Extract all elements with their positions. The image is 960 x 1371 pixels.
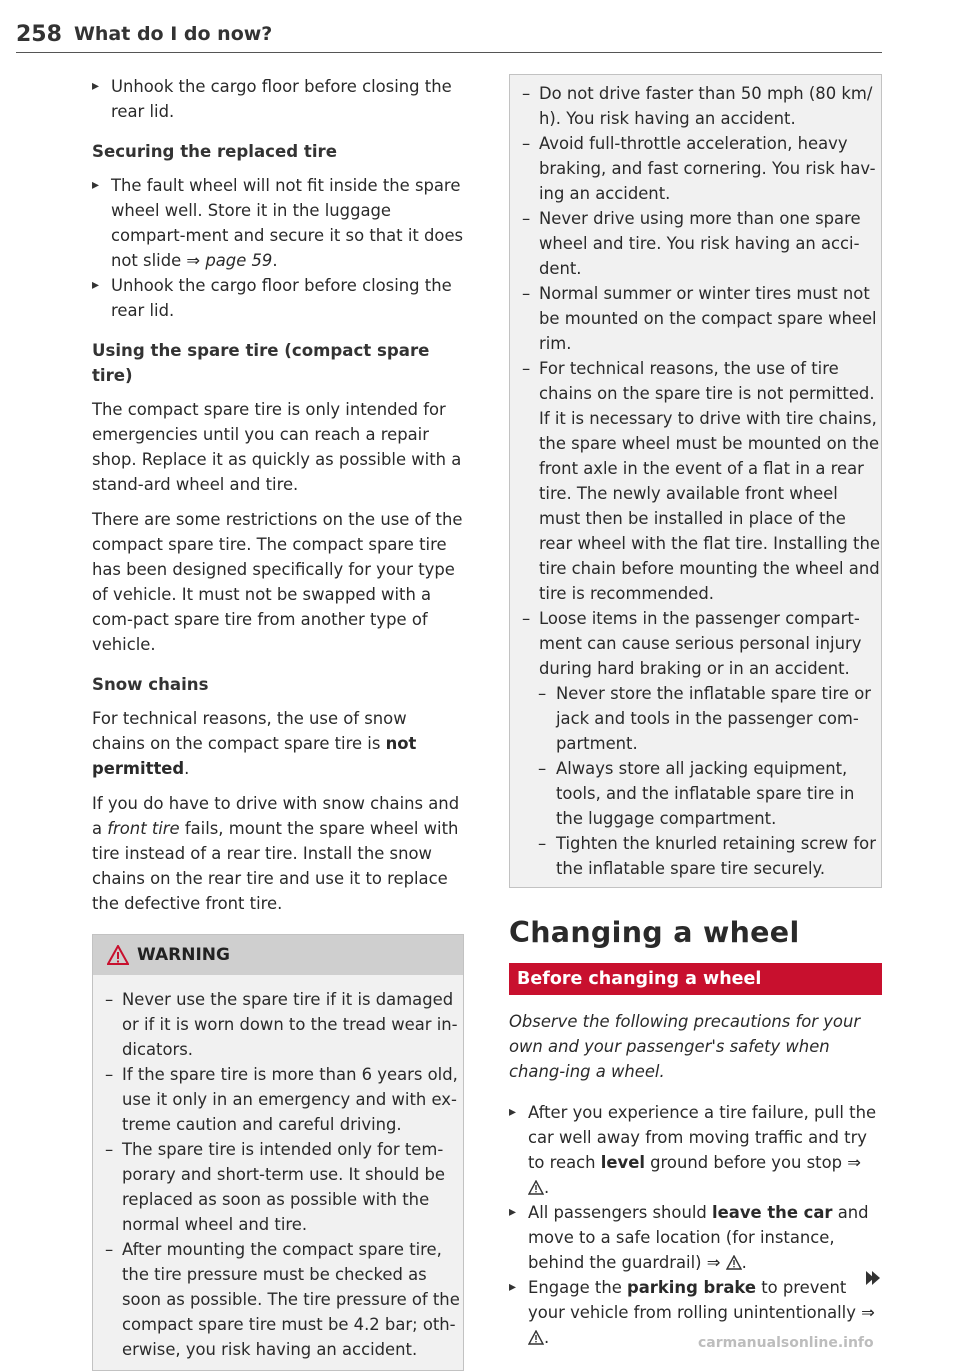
list-item: – Never use the spare tire if it is damaged or if it is worn down to the tread wear in-dicators. (93, 987, 463, 1062)
list-item: ▸ Unhook the cargo floor before closing the rear lid. (92, 273, 464, 323)
list-item: – If the spare tire is more than 6 years old, use it only in an emergency and with ex-treme caution and careful driving. (93, 1062, 463, 1137)
list-item: – Normal summer or winter tires must not be mounted on the compact spare wheel rim. (510, 281, 881, 356)
list-item: – Avoid full-throttle acceleration, heavy braking, and fast cornering. You risk hav-ing an accident. (510, 131, 881, 206)
list-item: ▸ The fault wheel will not fit inside the spare wheel well. Store it in the luggage compart-ment and secure it so that it does not slide ⇒ page 59. (92, 173, 464, 273)
list-item: ▸ Engage the parking brake to prevent your vehicle from rolling unintentionally ⇒ . (509, 1275, 882, 1350)
list-item: – Tighten the knurled retaining screw for the inflatable spare tire securely. (510, 831, 881, 881)
warning-body (93, 975, 463, 1370)
warning-header (93, 935, 463, 975)
warning-box (92, 934, 464, 1371)
warning-reference-icon[interactable] (528, 1330, 544, 1345)
chapter-title: Changing a wheel (509, 916, 800, 949)
section-title: What do I do now? (73, 23, 273, 45)
list-item: ▸ Unhook the cargo floor before closing the rear lid. (92, 74, 464, 124)
paragraph: There are some restrictions on the use of the compact spare tire. The compact spare tire has been designed specifically for your type of vehicle. It must not be swapped with a com-pact spare tire from another type of vehicle. (92, 510, 463, 654)
right-column (509, 74, 882, 1350)
subheading-compact-spare: Using the spare tire (compact spare tire) (92, 341, 430, 385)
list-item: – Always store all jacking equipment, tools, and the inflatable spare tire in the luggage compartment. (510, 756, 881, 831)
list-item: – For technical reasons, the use of tire chains on the spare tire is not permitted. If it is necessary to drive with tire chains, the spare wheel must be mounted on the front axle in the event of a flat in a rear tire. The newly available front wheel must then be installed in place of the rear wheel with the flat tire. Installing the tire chain before mounting the wheel and tire is recommended. (510, 356, 881, 606)
list-item: – Never store the inflatable spare tire or jack and tools in the passenger com-partment. (510, 681, 881, 756)
warning-reference-icon[interactable] (528, 1180, 544, 1195)
list-item: – The spare tire is intended only for tem-porary and short-term use. It should be replaced as soon as possible with the normal wheel and tire. (93, 1137, 463, 1237)
red-section-heading: Before changing a wheel (509, 963, 882, 995)
left-column (92, 74, 464, 1371)
list-item: ▸ After you experience a tire failure, pull the car well away from moving traffic and try to reach level ground before you stop ⇒ . (509, 1100, 882, 1200)
warning-reference-icon[interactable] (726, 1255, 742, 1270)
warning-box-continued (509, 74, 882, 888)
watermark: carmanualsonline.info (698, 1335, 874, 1351)
list-item: – Loose items in the passenger compart-ment can cause serious personal injury during hard braking or in an accident. (510, 606, 881, 681)
list-item: – After mounting the compact spare tire, the tire pressure must be checked as soon as possible. The tire pressure of the compact spare tire must be 4.2 bar; oth-erwise, you risk having an accident. (93, 1237, 463, 1362)
continue-arrow-icon (866, 1271, 880, 1285)
intro-text: Observe the following precautions for your own and your passenger's safety when chang-ing a wheel. (509, 1012, 861, 1081)
subheading-securing-tire: Securing the replaced tire (92, 142, 337, 161)
paragraph: For technical reasons, the use of snow chains on the compact spare tire is not permitted. (92, 709, 417, 778)
warning-triangle-icon (107, 945, 129, 965)
page-header (16, 16, 882, 53)
list-item: – Do not drive faster than 50 mph (80 km/ h). You risk having an accident. (510, 81, 881, 131)
paragraph: The compact spare tire is only intended for emergencies until you can reach a repair shop. Replace it as quickly as possible with a stand-ard wheel and tire. (92, 400, 462, 494)
list-item: – Never drive using more than one spare wheel and tire. You risk having an acci-dent. (510, 206, 881, 281)
page-number: 258 (16, 21, 62, 47)
paragraph: If you do have to drive with snow chains and a front tire fails, mount the spare wheel with tire instead of a rear tire. Install the snow chains on the rear tire and use it to replace the defective front tire. (92, 794, 460, 913)
list-item: ▸ All passengers should leave the car and move to a safe location (for instance, behind the guardrail) ⇒ . (509, 1200, 882, 1275)
subheading-snow-chains: Snow chains (92, 675, 209, 694)
warning-title: WARNING (137, 945, 230, 965)
page-reference-link[interactable]: ⇒ page 59 (186, 251, 273, 270)
